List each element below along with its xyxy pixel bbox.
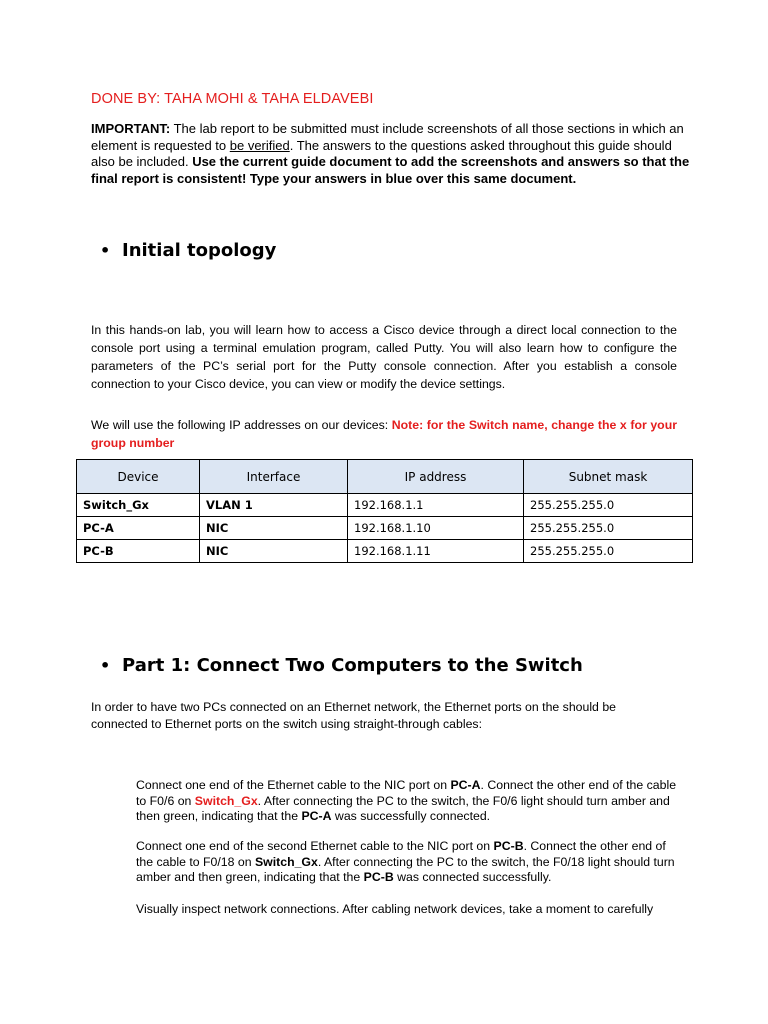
step2-pc2: PC-B [363,870,394,885]
table-row [77,494,693,517]
table-header-row [77,460,693,494]
intro-paragraph: In this hands-on lab, you will learn how to access a Cisco device through a direct local connection to the console port using a terminal emulation program, called Putty. You will also learn how to configure the parameters of the PC’s serial port for the Putty console connection. After you establish a console connection to your Cisco device, you can view or modify the device settings. [91,323,677,391]
important-note [91,121,691,187]
step1-pc: PC-A [450,778,481,792]
table-cell-mask: 255.255.255.0 [524,517,693,540]
table-header-mask: Subnet mask [524,460,693,494]
table-cell-ip: 192.168.1.1 [348,494,524,517]
important-label: IMPORTANT: [91,121,171,136]
heading-part1-text: Part 1: Connect Two Computers to the Switch [122,655,583,676]
heading-part-1 [100,655,583,676]
ip-note: Note: for the Switch name, change the x for your group number [91,418,677,450]
table-cell-device: Switch_Gx [77,494,200,517]
table-row [77,517,693,540]
step1-text-c: . After connecting the PC to the switch, the F0/6 light should turn amber and then green, indicating that the [136,793,670,824]
table-cell-mask: 255.255.255.0 [524,540,693,563]
authors-line: DONE BY: TAHA MOHI & TAHA ELDAVEBI [91,91,374,107]
table-cell-ip: 192.168.1.11 [348,540,524,563]
bullet-icon: • [100,241,111,260]
step1-text-a: Connect one end of the Ethernet cable to the NIC port on [136,778,451,792]
ip-intro-text: We will use the following IP addresses on our devices: [91,418,392,432]
table-cell-device: PC-A [77,517,200,540]
bullet-icon: • [100,656,111,675]
important-bold-tail: Use the current guide document to add the screenshots and answers so that the final report is consistent! Type your answers in blue over this same document. [91,154,690,186]
step1-text-b: . Connect the other end of the cable to F0/6 on [136,778,677,808]
part1-intro-paragraph: In order to have two PCs connected on an Ethernet network, the Ethernet ports on the should be connected to Ethernet ports on the switch using straight-through cables: [91,700,616,731]
ip-address-table [76,459,693,563]
table-cell-mask: 255.255.255.0 [524,494,693,517]
table-cell-interface: NIC [200,517,348,540]
step2-switch: Switch_Gx [254,854,318,869]
step-connect-pc-b [136,839,681,886]
table-row [77,540,693,563]
table-cell-device: PC-B [77,540,200,563]
step2-pc: PC-B [493,839,524,853]
heading-initial-topology [100,240,276,261]
table-header-interface: Interface [200,460,348,494]
heading-initial-text: Initial topology [122,240,277,261]
step2-text-b: . Connect the other end of the cable to F0/18 on [136,839,666,869]
step-connect-pc-a [136,778,681,825]
step1-text-d: was successfully connected. [331,809,491,824]
step-visual-inspect: Visually inspect network connections. After cabling network devices, take a moment to carefully [136,902,654,916]
step1-pc2: PC-A [301,809,332,824]
important-text-1: The lab report to be submitted must include screenshots of all those sections in which an element is requested to [91,121,684,153]
step2-text-a: Connect one end of the second Ethernet cable to the NIC port on [136,839,494,853]
step2-text-d: was connected successfully. [393,870,552,885]
important-underline: be verified [229,137,290,153]
ip-paragraph [91,416,677,452]
important-text-2: . The answers to the questions asked throughout this guide should also be included. [91,137,672,170]
step2-text-c: . After connecting the PC to the switch, the F0/18 light should turn amber and then green, indicating that the [136,854,675,885]
table-cell-interface: NIC [200,540,348,563]
table-cell-interface: VLAN 1 [200,494,348,517]
table-header-device: Device [77,460,200,494]
table-cell-ip: 192.168.1.10 [348,517,524,540]
table-header-ip: IP address [348,460,524,494]
step1-switch: Switch_Gx [194,793,258,808]
